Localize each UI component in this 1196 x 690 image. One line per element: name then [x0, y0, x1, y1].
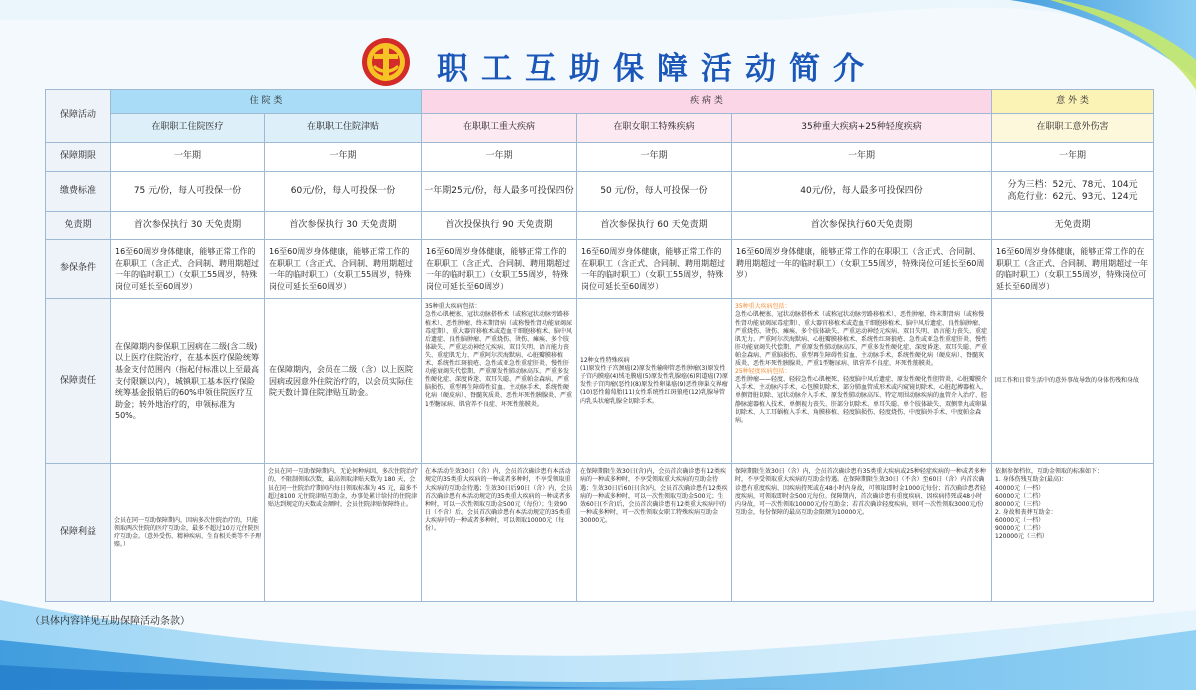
- category-accident: 意 外 类: [992, 90, 1154, 114]
- eligibility-cell: 16至60周岁身体健康，能够正常工作的在职职工（含正式、合同制、聘用期超过一年的临时职工）（女职工55周岁，特殊岗位可延长至60周岁）: [265, 240, 422, 299]
- period-cell: 一年期: [577, 143, 732, 172]
- eligibility-cell: 16至60周岁身体健康，能够正常工作的在职职工（含正式、合同制、聘用期超过一年的临时职工）（女职工55周岁，特殊岗位可延长至60周岁）: [577, 240, 732, 299]
- liability-cell: 在保障期内，会员在二级（含）以上医院因病或因意外住院治疗的，以会员实际住院天数计算住院津贴互助金。: [265, 299, 422, 464]
- category-disease: 疾 病 类: [422, 90, 992, 114]
- waiting-cell: 首次投保执行 90 天免责期: [422, 212, 577, 240]
- row-label-waiting: 免责期: [46, 212, 111, 240]
- waiting-cell: 首次参保执行 60 天免责期: [577, 212, 732, 240]
- row-label-benefit: 保障利益: [46, 464, 111, 602]
- column-name-accident: 在职职工意外伤害: [992, 114, 1154, 143]
- benefit-cell: 依据参保档位，互助金领取的标准如下： 1. 身体伤残互助金(最高)： 40000元（一档） 60000元（二档） 80000元（三档） 2. 身故和丧葬互助金： 60000元（一档） 90000元（二档） 120000元（三档）: [992, 464, 1154, 602]
- eligibility-cell: 16至60周岁身体健康，能够正常工作的在职职工（含正式、合同制、聘用期超过一年的临时职工）（女职工55周岁，特殊岗位可延长至60周岁）: [422, 240, 577, 299]
- benefit-cell: 保障期限生效30日（含）内，会员首次确诊患有35类重大疾病或25种轻症疾病的一种或者多种时，不享受领取重大疾病的互助金待遇。在保障期限生效30日（不含）至60日（含）内首次确诊患有重度疾病、因疾病持死或在48小时内身故，可领取即时金1000元每份；首次确诊患者轻度疾病，可领取即时金500元每份。保障期内，首次确诊患有重度疾病、因疾病持死或48小时内身故，可一次性领取10000元/份互助金；若首次确诊轻度疾病，则可一次性领取3000元/份互助金，每份保障的最高互助金限额为10000元。: [732, 464, 992, 602]
- major-disease-heading: 35种重大疾病包括：: [735, 303, 791, 311]
- liability-cell: [732, 299, 992, 464]
- fee-cell: 一年期25元/份，每人最多可投保四份: [422, 172, 577, 212]
- column-name-female-disease: 在职女职工特殊疾病: [577, 114, 732, 143]
- period-cell: 一年期: [732, 143, 992, 172]
- eligibility-cell: 16至60周岁身体健康，能够正常工作的在职职工（含正式、合同制、聘用期超过一年的临时职工）（女职工55周岁，特殊岗位可延长至60周岁）: [992, 240, 1154, 299]
- fee-cell: 60元/份，每人可投保一份: [265, 172, 422, 212]
- row-label-fee: 缴费标准: [46, 172, 111, 212]
- column-name-major-minor-disease: 35种重大疾病+25种轻度疾病: [732, 114, 992, 143]
- period-cell: 一年期: [111, 143, 265, 172]
- eligibility-cell: 16至60周岁身体健康，能够正常工作的在职职工（含正式、合同制、聘用期超过一年的临时职工）（女职工55周岁，特殊岗位可延长至60周岁）: [732, 240, 992, 299]
- column-name-hospital-medical: 在职职工住院医疗: [111, 114, 265, 143]
- fee-cell: 40元/份，每人最多可投保四份: [732, 172, 992, 212]
- fee-cell: 75 元/份，每人可投保一份: [111, 172, 265, 212]
- page-header: [0, 34, 1196, 90]
- minor-disease-heading: 25种轻度疾病包括：: [735, 368, 791, 376]
- liability-cell: 在保障期内参保职工因病在二级(含二级)以上医疗住院治疗，在基本医疗保险统筹基金支付范围内（指起付标准以上至最高支付限额以内），城镇职工基本医疗保险统筹基金报销后的60%申领住院医疗互助金；转外地治疗的，申领标准为50%。: [111, 299, 265, 464]
- mutual-aid-table: [45, 89, 1154, 602]
- column-name-hospital-allowance: 在职职工住院津贴: [265, 114, 422, 143]
- waiting-cell: 首次参保执行 30 天免责期: [265, 212, 422, 240]
- period-cell: 一年期: [265, 143, 422, 172]
- page-title: 职工互助保障活动简介: [437, 51, 877, 87]
- period-cell: 一年期: [992, 143, 1154, 172]
- waiting-cell: 首次参保执行60天免责期: [732, 212, 992, 240]
- category-hospital: 住 院 类: [111, 90, 422, 114]
- liability-cell: 35种重大疾病包括： 急性心肌梗塞、冠状动脉搭桥术（或称冠状动脉旁路移植术）、恶性肿瘤、终末期肾病（或称慢性肾功能衰竭尿毒症期）、重大器官移植术或造血干细胞移植术、脑中风后遗症、良性脑肿瘤、严重烧伤、烫伤、瘫痪、多个肢体缺失、严重运动神经元疾病、双目失明、语言能力丧失、重症肌无力、严重阿尔茨海默病、心脏瓣膜移植术、系统性红斑狼疮、急性或亚急性重症肝炎、慢性肝功能衰竭失代偿期、严重原发性肺动脉高压、严重多发性硬化症、深度昏迷、双耳失聪、严重帕金森病、严重脑损伤、重型再生障碍性贫血、主动脉手术、系统性硬化病（硬皮病）、脊髓灰质炎、恶性坏死性胰腺炎、严重1型糖尿病、肌营养不良症、坏死性筋膜炎。: [422, 299, 577, 464]
- waiting-cell: 无免责期: [992, 212, 1154, 240]
- benefit-cell: 在本活动生效30日（含）内，会员首次确诊患有本活动规定的35类重大疾病的一种或者多种时，不享受领取重大疾病的互助金待遇；生效30日后90日（含）内，会员首次确诊患有本活动规定的35类重大疾病的一种或者多种时，可以一次性领取互助金500元（每份）；生效90日（不含）后，会员首次确诊患有本活动规定的35类重大疾病中的一种或者多种时，可以领取10000元（每份）。: [422, 464, 577, 602]
- benefit-cell: 会员在同一互助保障期内，无论何种病因，多次住院治疗的，不限制领取次数，最高领取津贴天数为 180 天，会员在同一住院治疗期间内每日领取标准为 45 元，最多不超过8100 元住院津贴互助金，办事处累计给付的住院津贴达到规定的天数或金额时，会员住院津贴保障终止。: [265, 464, 422, 602]
- row-label-activity: 保障活动: [46, 90, 111, 143]
- liability-cell: 12种女性特殊疾病 (1)原发性子宫颈癌(2)原发性输卵管恶性肿瘤(3)原发性子宫内膜癌(4)绒毛膜癌(5)原发性乳腺癌(6)阴道癌(7)原发性子宫肉瘤(恶性)(8)原发性卵巢癌(9)恶性卵巢交界瘤(10)恶性葡萄胎(11)女性系统性红斑狼疮(12)乳腺导管内乳头状瘤乳腺全切除手术。: [577, 299, 732, 464]
- row-label-liability: 保障责任: [46, 299, 111, 464]
- row-label-eligibility: 参保条件: [46, 240, 111, 299]
- benefit-cell: 在保障期限生效30日(含)内，会员首次确诊患有12类疾病的一种或多种时，不享受领取重大疾病的互助金待遇；生效30日后60日(含)内，会员首次确诊患有12类疾病的一种或多种时，可以一次性领取互助金500元；生效60日(不含)后，会员首次确诊患有12类重大疾病中的一种或多种时，可一次性领取女职工特殊疾病互助金30000元。: [577, 464, 732, 602]
- waiting-cell: 首次参保执行 30 天免责期: [111, 212, 265, 240]
- fee-cell: [992, 172, 1154, 212]
- row-label-period: 保障期限: [46, 143, 111, 172]
- benefit-cell: 会员在同一互助保障期内，因病多次住院治疗的，只能领取两次住院的医疗互助金，最多不超过10万元住院医疗互助金。（意外受伤、精神疾病、生育相关类等不予理赔。）: [111, 464, 265, 602]
- minor-disease-list: 恶性肿瘤——轻度、轻较急性心肌梗死、轻度脑中风后遗症、原发性硬化性胆管炎、心脏瓣膜介入手术、主动脉内手术、心包膜切除术、部分肺血管成形术或内窥镜切除术、心脏起搏器植入、单侧肾脏切除、冠状动脉介入手术、原发性肺动脉高压、特定周围动脉疾病的血管介入治疗、腔静脉滤器植入技术、单侧视力丧失、肝部分切除术、单耳失聪、单个肢体缺失、双侧睾丸或卵巢切除术、人工耳蜗植入手术、角膜移植、轻度脑损伤、轻度烧伤、中度脑外手术、中度帕金森病。: [735, 376, 988, 424]
- fee-tier-high-risk: 高危行业：62元、93元、124元: [1007, 191, 1138, 202]
- fee-cell: 50 元/份，每人可投保一份: [577, 172, 732, 212]
- fee-tier-standard: 分为三档：52元、78元、104元: [1007, 179, 1138, 190]
- major-disease-list: 急性心肌梗塞、冠状动脉搭桥术（或称冠状动脉旁路移植术）、恶性肿瘤、终末期肾病（或称慢性肾功能衰竭尿毒症期）、重大器官移植术或造血干细胞移植术、脑中风后遗症、良性脑肿瘤、严重烧伤、烫伤、瘫痪、多个肢体缺失、严重运动神经元疾病、双目失明、语言能力丧失、重症肌无力、严重阿尔茨海默病、心脏瓣膜移植术、系统性红斑狼疮、急性或亚急性重症肝炎、慢性肝功能衰竭失代偿期、严重原发性肺动脉高压、严重多发性硬化症、深度昏迷、双耳失聪、严重帕金森病、严重脑损伤、重型再生障碍性贫血、主动脉手术、系统性硬化病（硬皮病）、脊髓灰质炎、恶性坏死性胰腺炎、严重1型糖尿病、肌营养不良症、坏死性筋膜炎。: [735, 311, 988, 368]
- liability-cell: 因工作和日常生活中的意外事故导致的身体伤残和身故: [992, 299, 1154, 464]
- trade-union-emblem-icon: [361, 37, 411, 87]
- column-name-major-disease: 在职职工重大疾病: [422, 114, 577, 143]
- eligibility-cell: 16至60周岁身体健康，能够正常工作的在职职工（含正式、合同制、聘用期超过一年的临时职工）（女职工55周岁，特殊岗位可延长至60周岁）: [111, 240, 265, 299]
- period-cell: 一年期: [422, 143, 577, 172]
- footer-note: （具体内容详见互助保障活动条款）: [30, 616, 190, 627]
